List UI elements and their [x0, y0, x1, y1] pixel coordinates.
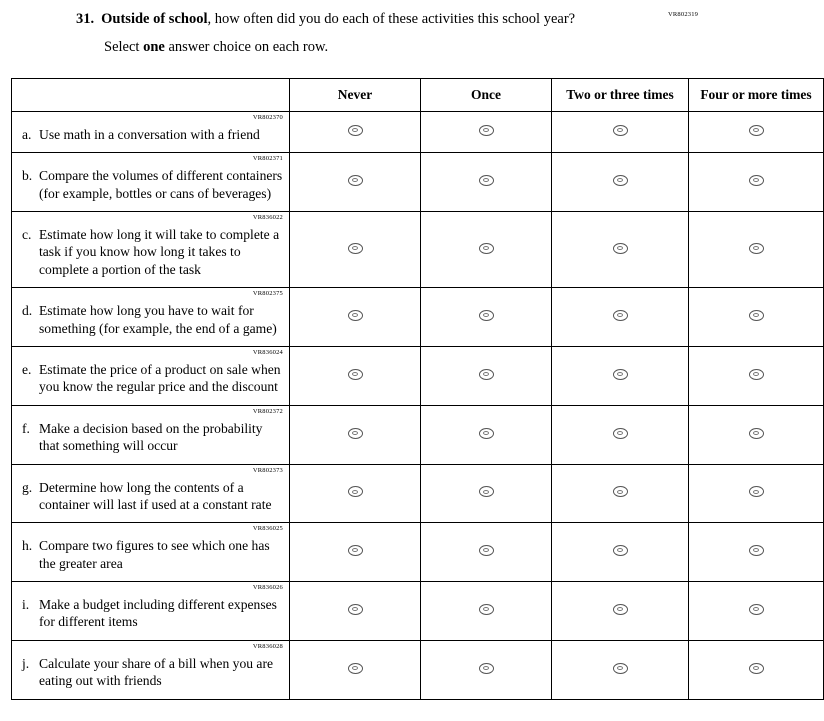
radio-bubble-icon[interactable]: [613, 486, 628, 497]
row-stem-body: [22, 361, 283, 396]
header-once: Once: [421, 78, 552, 111]
radio-cell[interactable]: [552, 111, 689, 152]
row-stem-body: [22, 655, 283, 690]
row-label: Estimate how long it will take to complete a task if you know how long it takes to complete a portion of the task: [39, 227, 280, 277]
header-four-or-more-times: Four or more times: [689, 78, 824, 111]
question-prompt: [0, 10, 824, 29]
radio-cell[interactable]: [421, 640, 552, 699]
radio-bubble-icon[interactable]: [749, 175, 764, 186]
row-label: Estimate the price of a product on sale when you know the regular price and the discount: [39, 361, 281, 395]
row-letter: a.: [22, 126, 32, 142]
radio-bubble-icon[interactable]: [348, 125, 363, 136]
radio-cell[interactable]: [689, 111, 824, 152]
row-letter: g.: [22, 479, 33, 495]
row-stem: [12, 523, 290, 582]
radio-cell[interactable]: [552, 523, 689, 582]
table-row: [12, 523, 824, 582]
table-row: [12, 111, 824, 152]
response-matrix: [11, 78, 824, 700]
radio-bubble-icon[interactable]: [613, 369, 628, 380]
row-stem: [12, 288, 290, 347]
radio-cell[interactable]: [290, 464, 421, 523]
radio-bubble-icon[interactable]: [348, 486, 363, 497]
row-stem-body: [22, 420, 283, 455]
row-stem-body: [22, 596, 283, 631]
row-stem: [12, 464, 290, 523]
row-label: Estimate how long you have to wait for something (for example, the end of a game): [39, 303, 277, 336]
row-stem: [12, 153, 290, 212]
radio-bubble-icon[interactable]: [749, 604, 764, 615]
row-label: Compare the volumes of different containers (for example, bottles or cans of beverages): [39, 168, 283, 201]
row-stem-body: [22, 479, 283, 514]
radio-bubble-icon[interactable]: [749, 243, 764, 254]
question-instruction: [0, 39, 824, 56]
row-label: Use math in a conversation with a friend: [39, 126, 260, 142]
table-row: [12, 153, 824, 212]
question-header: [0, 0, 824, 56]
table-row: [12, 464, 824, 523]
row-stem: [12, 111, 290, 152]
row-letter: h.: [22, 538, 33, 554]
radio-bubble-icon[interactable]: [613, 310, 628, 321]
radio-cell[interactable]: [290, 153, 421, 212]
row-item-code: VR836026: [252, 584, 283, 592]
radio-cell[interactable]: [421, 523, 552, 582]
header-never: Never: [290, 78, 421, 111]
table-row: [12, 405, 824, 464]
row-letter: d.: [22, 303, 33, 319]
question-text: [101, 10, 575, 29]
radio-bubble-icon[interactable]: [613, 604, 628, 615]
radio-bubble-icon[interactable]: [613, 428, 628, 439]
matrix-header-row: [12, 78, 824, 111]
radio-bubble-icon[interactable]: [479, 663, 494, 674]
radio-cell[interactable]: [552, 405, 689, 464]
radio-bubble-icon[interactable]: [479, 545, 494, 556]
radio-cell[interactable]: [421, 405, 552, 464]
instruction-prefix: Select: [104, 38, 144, 55]
radio-bubble-icon[interactable]: [348, 663, 363, 674]
radio-bubble-icon[interactable]: [749, 663, 764, 674]
row-stem: [12, 640, 290, 699]
radio-bubble-icon[interactable]: [479, 369, 494, 380]
radio-bubble-icon[interactable]: [348, 545, 363, 556]
radio-cell[interactable]: [421, 464, 552, 523]
radio-cell[interactable]: [421, 346, 552, 405]
radio-bubble-icon[interactable]: [348, 369, 363, 380]
question-corner-code: VR802319: [668, 11, 699, 18]
radio-cell[interactable]: [421, 111, 552, 152]
row-letter: j.: [22, 655, 30, 671]
question-stem-bold: Outside of school: [101, 11, 208, 27]
row-item-code: VR836022: [252, 214, 283, 222]
row-letter: e.: [22, 361, 32, 377]
radio-bubble-icon[interactable]: [749, 369, 764, 380]
radio-bubble-icon[interactable]: [479, 175, 494, 186]
radio-cell[interactable]: [552, 582, 689, 641]
radio-bubble-icon[interactable]: [348, 243, 363, 254]
radio-cell[interactable]: [689, 582, 824, 641]
radio-cell[interactable]: [290, 346, 421, 405]
row-item-code: VR802372: [252, 407, 283, 415]
row-stem-body: [22, 226, 283, 278]
radio-cell[interactable]: [552, 346, 689, 405]
row-label: Make a decision based on the probability that something will occur: [39, 420, 263, 454]
row-item-code: VR802375: [252, 290, 283, 298]
instruction-suffix: answer choice on each row.: [164, 38, 329, 55]
radio-cell[interactable]: [552, 640, 689, 699]
radio-bubble-icon[interactable]: [613, 175, 628, 186]
radio-cell[interactable]: [689, 405, 824, 464]
table-row: [12, 212, 824, 288]
radio-cell[interactable]: [290, 582, 421, 641]
radio-bubble-icon[interactable]: [749, 545, 764, 556]
row-item-code: VR802373: [252, 466, 283, 474]
radio-bubble-icon[interactable]: [613, 663, 628, 674]
radio-bubble-icon[interactable]: [749, 486, 764, 497]
radio-bubble-icon[interactable]: [749, 125, 764, 136]
row-stem-body: [22, 167, 283, 202]
radio-cell[interactable]: [689, 346, 824, 405]
row-stem-body: [22, 302, 283, 337]
matrix-body: [12, 111, 824, 699]
row-label: Make a budget including different expenses for different items: [39, 597, 277, 630]
radio-bubble-icon[interactable]: [613, 545, 628, 556]
radio-bubble-icon[interactable]: [348, 310, 363, 321]
radio-cell[interactable]: [290, 523, 421, 582]
header-two-or-three-times: Two or three times: [552, 78, 689, 111]
table-row: [12, 640, 824, 699]
header-blank: [12, 78, 290, 111]
row-letter: c.: [22, 227, 32, 243]
row-letter: f.: [22, 420, 30, 436]
row-stem: [12, 582, 290, 641]
radio-bubble-icon[interactable]: [479, 243, 494, 254]
radio-cell[interactable]: [689, 212, 824, 288]
radio-bubble-icon[interactable]: [479, 428, 494, 439]
radio-bubble-icon[interactable]: [479, 310, 494, 321]
radio-bubble-icon[interactable]: [348, 604, 363, 615]
table-row: [12, 346, 824, 405]
radio-cell[interactable]: [689, 523, 824, 582]
row-stem: [12, 405, 290, 464]
radio-cell[interactable]: [290, 288, 421, 347]
row-label: Determine how long the contents of a container will last if used at a constant rate: [39, 479, 272, 512]
row-item-code: VR802370: [252, 113, 283, 121]
radio-cell[interactable]: [290, 405, 421, 464]
radio-cell[interactable]: [689, 153, 824, 212]
row-stem: [12, 212, 290, 288]
radio-bubble-icon[interactable]: [613, 125, 628, 136]
radio-cell[interactable]: [552, 288, 689, 347]
radio-cell[interactable]: [552, 212, 689, 288]
radio-bubble-icon[interactable]: [479, 125, 494, 136]
radio-cell[interactable]: [689, 640, 824, 699]
radio-cell[interactable]: [421, 212, 552, 288]
radio-bubble-icon[interactable]: [613, 243, 628, 254]
radio-cell[interactable]: [689, 464, 824, 523]
radio-bubble-icon[interactable]: [348, 175, 363, 186]
radio-bubble-icon[interactable]: [749, 310, 764, 321]
radio-cell[interactable]: [421, 288, 552, 347]
question-stem-rest: , how often did you do each of these activities this school year?: [207, 11, 576, 27]
row-label: Calculate your share of a bill when you are eating out with friends: [39, 655, 274, 689]
table-row: [12, 288, 824, 347]
radio-cell[interactable]: [552, 153, 689, 212]
radio-bubble-icon[interactable]: [348, 428, 363, 439]
row-stem: [12, 346, 290, 405]
radio-cell[interactable]: [290, 212, 421, 288]
radio-cell[interactable]: [290, 111, 421, 152]
radio-bubble-icon[interactable]: [479, 604, 494, 615]
radio-cell[interactable]: [290, 640, 421, 699]
instruction-bold: one: [143, 38, 165, 55]
table-row: [12, 582, 824, 641]
question-number: 31.: [76, 11, 95, 27]
row-letter: b.: [22, 168, 33, 184]
row-item-code: VR836028: [252, 642, 283, 650]
row-stem-body: [22, 126, 283, 143]
row-item-code: VR836025: [252, 525, 283, 533]
row-item-code: VR836024: [252, 348, 283, 356]
row-stem-body: [22, 537, 283, 572]
radio-cell[interactable]: [689, 288, 824, 347]
radio-cell[interactable]: [552, 464, 689, 523]
radio-cell[interactable]: [421, 582, 552, 641]
radio-bubble-icon[interactable]: [749, 428, 764, 439]
row-label: Compare two figures to see which one has the greater area: [39, 538, 270, 571]
row-item-code: VR802371: [252, 155, 283, 163]
radio-bubble-icon[interactable]: [479, 486, 494, 497]
row-letter: i.: [22, 597, 30, 613]
radio-cell[interactable]: [421, 153, 552, 212]
